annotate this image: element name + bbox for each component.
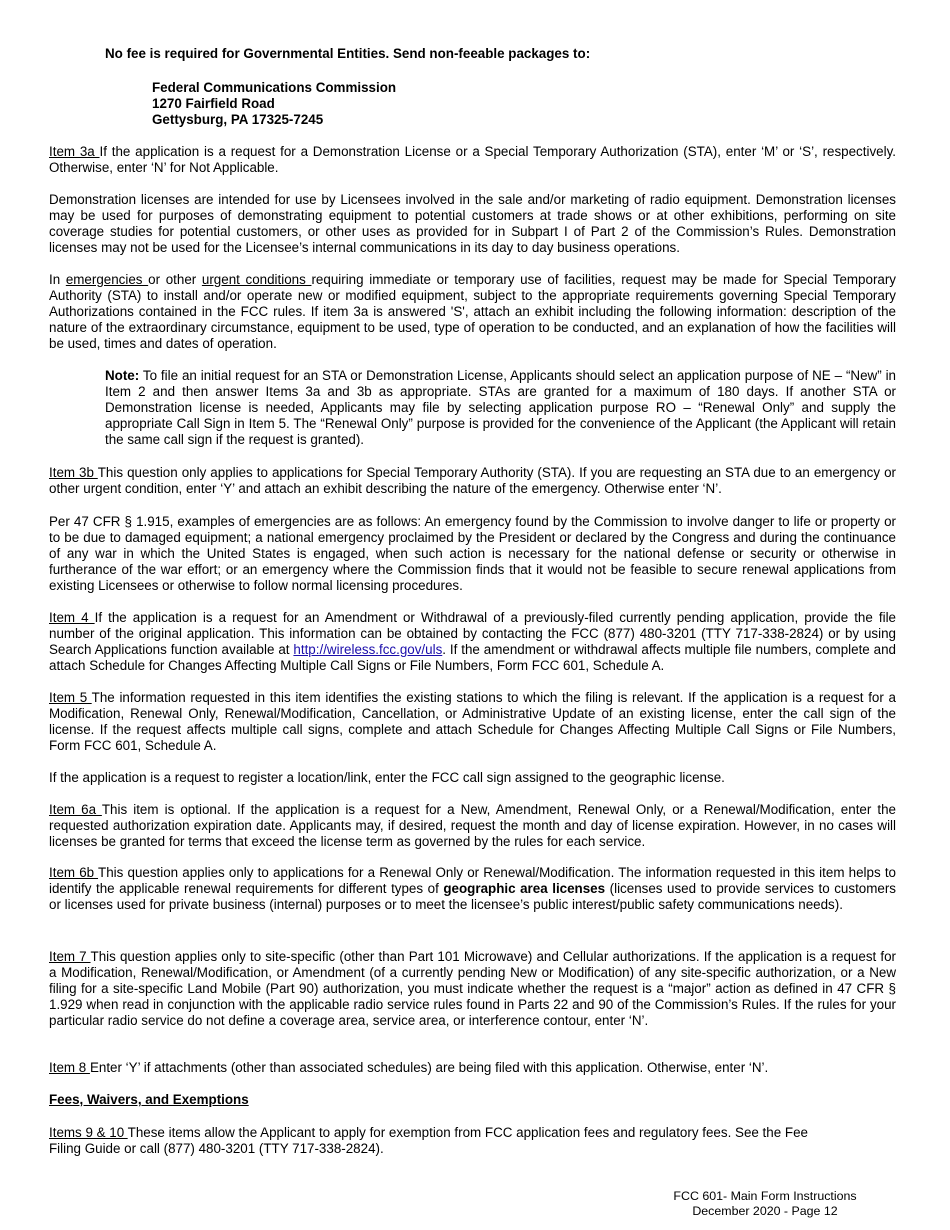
item-7-paragraph — [49, 949, 896, 1029]
geographic-area-licenses-bold: geographic area licenses — [443, 881, 606, 896]
urgent-conditions-underlined: urgent conditions — [201, 272, 312, 287]
item-6b-text-2: (licenses used to provide services to customers or licenses used for private business (internal) purposes or to meet the licensee’s public interest/public safety communications needs). — [49, 881, 896, 912]
item-8-paragraph — [49, 1060, 896, 1076]
item-4-label: Item 4 — [49, 610, 95, 625]
fees-heading: Fees, Waivers, and Exemptions — [49, 1092, 249, 1107]
footer-form-title: FCC 601- Main Form Instructions — [673, 1189, 857, 1203]
item-6a-label: Item 6a — [49, 802, 102, 817]
items-9-10-paragraph — [49, 1125, 896, 1157]
emergency-post: requiring immediate or temporary use of facilities, request may be made for Special Temporary Authority (STA) to install and/or operate new or modified equipment, subject to the appropriate requirements governing Special Temporary Authorizations contained in the FCC rules. If item 3a is answered 'S', attach an exhibit including the following information: description of the nature of the extraordinary circumstance, equipment to be used, type of operation to be conducted, and an explanation of how the facilities will be used, times and dates of operation. — [49, 272, 897, 351]
item-5-paragraph — [49, 690, 896, 754]
item-3a-label: Item 3a — [49, 144, 100, 159]
item-3a-paragraph — [49, 144, 896, 176]
item-3b-paragraph — [49, 465, 896, 497]
item-6a-paragraph — [49, 802, 896, 850]
item-3b-label: Item 3b — [49, 465, 98, 480]
footer-date-page: December 2020 - Page 12 — [692, 1204, 838, 1218]
emergencies-underlined: emergencies — [65, 272, 149, 287]
note-label: Note: — [105, 368, 140, 383]
item-5-label: Item 5 — [49, 690, 92, 705]
location-paragraph: If the application is a request to register a location/link, enter the FCC call sign assigned to the geographic license. — [49, 770, 725, 785]
items-9-10-text-1: These items allow the Applicant to apply for exemption from FCC application fees and regulatory fees. See the Fee — [127, 1125, 808, 1140]
items-9-10-text-2: Filing Guide or call (877) 480-3201 (TTY 717-338-2824). — [49, 1141, 384, 1156]
note-paragraph — [105, 368, 896, 448]
address-line-2: 1270 Fairfield Road — [152, 96, 275, 111]
item-6b-paragraph — [49, 865, 896, 913]
mailing-address — [152, 80, 396, 128]
item-4-text-1: If the application is a request for an Amendment or Withdrawal of a previously-filed currently pending application, provide the file number of the original application. This information can be obtained by contacting the FCC (877) 480-3201 (TTY 717-338-2824) or by using Search Applications function available at — [49, 610, 896, 657]
item-7-text: This question applies only to site-specific (other than Part 101 Microwave) and Cellular authorizations. If the application is a request for a Modification, Renewal/Modification, or Amendment (of a currently pending New or Modification) of any site-specific authorization, or a New filing for a site-specific Land Mobile (Part 90) authorization, you must indicate whether the request is a “major” action as defined in 47 CFR § 1.929 when read in conjunction with the applicable radio service rules found in Parts 22 and 90 of the Commission’s Rules. If the rules for your particular radio service do not define a coverage area, service area, or interference contour, enter ‘N’. — [49, 949, 896, 1028]
item-4-paragraph — [49, 610, 896, 674]
emergency-paragraph — [49, 272, 896, 352]
item-3a-text: If the application is a request for a Demonstration License or a Special Temporary Authorization (STA), enter ‘M’ or ‘S’, respectively. Otherwise, enter ‘N’ for Not Applicable. — [49, 144, 896, 175]
item-3b-text: This question only applies to applications for Special Temporary Authority (STA). If you are requesting an STA due to an emergency or other urgent condition, enter ‘Y’ and attach an exhibit describing the nature of the emergency. Otherwise enter ‘N’. — [49, 465, 896, 496]
emergency-pre: In — [49, 272, 66, 287]
item-5-text: The information requested in this item identifies the existing stations to which the filing is relevant. If the application is a request for a Modification, Renewal Only, Renewal/Modification, Cancellation, or Administrative Update of an existing license, enter the call sign of the license. If the request affects multiple call signs, complete and attach Schedule for Changes Affecting Multiple Call Signs or File Numbers, Form FCC 601, Schedule A. — [49, 690, 896, 753]
address-line-3: Gettysburg, PA 17325-7245 — [152, 112, 324, 127]
fee-notice: No fee is required for Governmental Entities. Send non-feeable packages to: — [105, 46, 591, 61]
item-4-text-2: . If the amendment or withdrawal affects multiple file numbers, complete and attach Schedule for Changes Affecting Multiple Call Signs or File Numbers, Form FCC 601, Schedule A. — [49, 642, 896, 673]
item-8-text: Enter ‘Y’ if attachments (other than associated schedules) are being filed with this application. Otherwise, enter ‘N’. — [89, 1060, 769, 1075]
items-9-10-label: Items 9 & 10 — [49, 1125, 128, 1140]
emergency-mid: or other — [148, 272, 202, 287]
page-footer — [640, 1189, 890, 1219]
address-line-1: Federal Communications Commission — [152, 80, 397, 95]
note-text: To file an initial request for an STA or Demonstration License, Applicants should select an application purpose of NE – “New” in Item 2 and then answer Items 3a and 3b as appropriate. STAs are granted for a maximum of 180 days. If another STA or Demonstration license is needed, Applicants may file by selecting application purpose RO – “Renewal Only” and supply the appropriate Call Sign in Item 5. The “Renewal Only” purpose is provided for the convenience of the Applicant (the Applicant will retain the same call sign if the request is granted). — [105, 368, 896, 447]
item-7-label: Item 7 — [49, 949, 91, 964]
demonstration-paragraph: Demonstration licenses are intended for use by Licensees involved in the sale and/or marketing of radio equipment. Demonstration licenses may be used for purposes of demonstrating equipment to potential customers at trade shows or at other exhibitions, performing on site coverage studies for potential customers, or other uses as provided for in Subpart I of Part 2 of the Commission’s Rules. Demonstration licenses may not be used for the Licensee’s internal communications in its day to day business operations. — [49, 192, 896, 255]
item-8-label: Item 8 — [49, 1060, 90, 1075]
items-9-10-line-1 — [49, 1125, 896, 1141]
uls-link[interactable]: http://wireless.fcc.gov/uls — [293, 642, 443, 657]
item-6b-label: Item 6b — [49, 865, 99, 880]
cfr-emergency-paragraph: Per 47 CFR § 1.915, examples of emergencies are as follows: An emergency found by the Commission to involve danger to life or property or to be due to damaged equipment; a national emergency proclaimed by the President or declared by the Congress and during the continuance of any war in which the United States is engaged, when such action is necessary for the national defense or security or otherwise in furtherance of the war effort; or an emergency where the Commission finds that it would not be feasible to secure renewal applications from existing Licensees or otherwise to follow normal licensing procedures. — [49, 514, 896, 593]
item-6b-text-1: This question applies only to applications for a Renewal Only or Renewal/Modification. The information requested in this item helps to identify the applicable renewal requirements for different types of — [49, 865, 896, 896]
item-6a-text: This item is optional. If the application is a request for a New, Amendment, Renewal Only, or a Renewal/Modification, enter the requested authorization expiration date. Applicants may, if desired, request the month and day of license expiration. However, in no cases will licenses be granted for terms that exceed the license term as governed by the rules for each service. — [49, 802, 897, 849]
